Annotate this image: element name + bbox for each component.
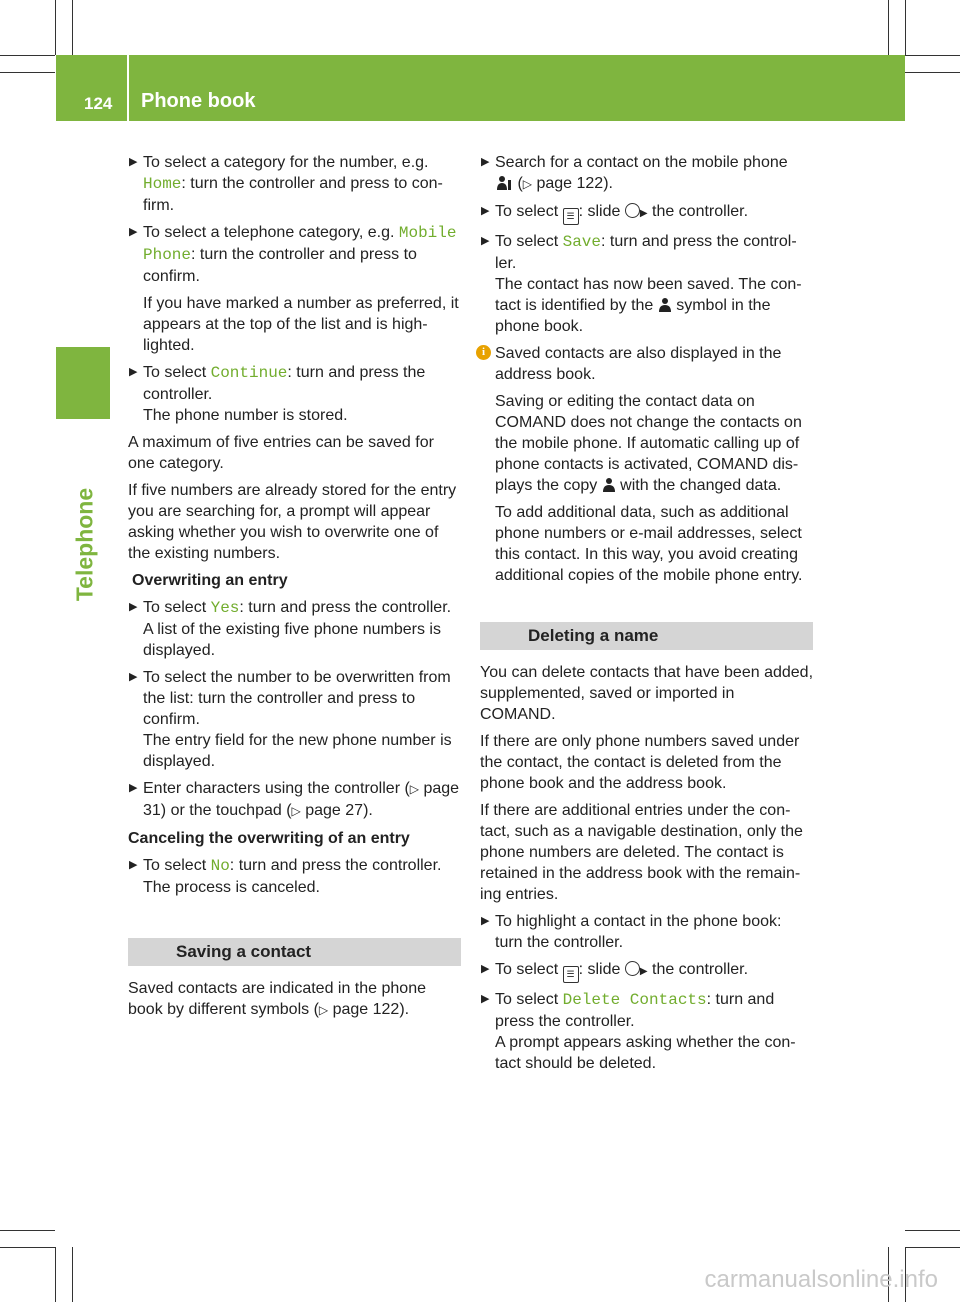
section-heading: Saving a contact	[128, 938, 461, 966]
arrow-icon: ▶	[129, 671, 138, 683]
controller-icon	[625, 203, 640, 218]
page-number: 124	[84, 94, 113, 113]
menu-item-yes: Yes	[210, 599, 240, 617]
step-note: If you have marked a number as preferred, it appears at the top of the list and is high-lighted.	[143, 295, 459, 354]
step-item: ▶ To select Yes: turn and press the controller. A list of the existing five phone numbers is displayed.	[129, 599, 452, 659]
arrow-icon: ▶	[129, 366, 138, 378]
arrow-icon: ▶	[129, 859, 138, 871]
crop-mark	[0, 1247, 55, 1248]
options-button-icon: ☰	[563, 208, 579, 225]
page-ref-icon: ▷	[318, 1003, 329, 1017]
page-ref-icon: ▷	[409, 782, 420, 796]
crop-mark	[0, 55, 55, 56]
right-column	[480, 152, 813, 1080]
crop-mark	[72, 0, 73, 55]
crop-mark	[72, 1247, 73, 1302]
step-item: ▶ To select a telephone category, e.g. Mobile Phone: turn the controller and press to confirm.	[129, 224, 457, 285]
paragraph: If there are only phone numbers saved under the contact, the contact is deleted from the phone book and the address book.	[480, 733, 800, 792]
header-divider	[127, 55, 129, 121]
step-item: ▶ To select ☰ : slide ▶ the controller.	[480, 959, 813, 983]
saved-contact-icon	[658, 297, 672, 313]
paragraph: Saved contacts are indicated in the phone book by different symbols (▷ page 122).	[128, 980, 426, 1018]
arrow-icon: ▶	[129, 782, 138, 794]
menu-item-mobile-phone: Mobile Phone	[143, 224, 457, 264]
page-ref: page 31	[143, 780, 460, 819]
arrow-icon: ▶	[129, 226, 138, 238]
step-item: ▶ To select Delete Contacts: turn and press the controller. A prompt appears asking whether the con-tact should be deleted.	[481, 991, 796, 1072]
step-note: The entry field for the new phone number is displayed.	[143, 732, 452, 770]
arrow-right-icon: ▶	[639, 966, 648, 977]
step-item: ▶ Enter characters using the controller (▷ page 31) or the touchpad (▷ page 27).	[129, 780, 460, 819]
step-item: ▶ To highlight a contact in the phone book: turn the controller.	[481, 913, 782, 951]
mobile-contact-icon	[495, 175, 513, 191]
arrow-icon: ▶	[481, 915, 490, 927]
subheading: Canceling the overwriting of an entry	[128, 830, 410, 847]
paragraph: You can delete contacts that have been added, supplemented, saved or imported in COMAND.	[480, 664, 814, 723]
page-ref: page 122	[536, 175, 604, 192]
menu-item-continue: Continue	[210, 364, 288, 382]
step-item: ▶ To select No: turn and press the controller. The process is canceled.	[129, 857, 442, 896]
crop-mark	[55, 0, 56, 55]
info-note: i Saved contacts are also displayed in the address book. Saving or editing the contact data on COMAND does not change the contacts on the mobile phone. If automatic calling up of phone contacts is activated, COMAND dis-plays the copy with the changed data. To add additional data, such as additional phone numbers or e-mail addresses, select this contact. In this way, you avoid creating additional copies of the mobile phone entry.	[480, 343, 813, 586]
options-button-icon: ☰	[563, 966, 579, 983]
step-note: A list of the existing five phone numbers is displayed.	[143, 621, 441, 659]
info-icon: i	[476, 345, 491, 360]
menu-item-delete-contacts: Delete Contacts	[562, 991, 707, 1009]
section-heading: Deleting a name	[480, 622, 813, 650]
step-item: ▶ To select a category for the number, e.g. Home: turn the controller and press to con-firm.	[129, 154, 443, 214]
crop-mark	[905, 1247, 960, 1248]
crop-mark	[55, 1247, 56, 1302]
arrow-icon: ▶	[129, 601, 138, 613]
page-ref: page 122	[332, 1001, 400, 1018]
crop-mark	[888, 0, 889, 55]
arrow-icon: ▶	[481, 235, 490, 247]
step-item: ▶ To select ☰ : slide ▶ the controller.	[480, 201, 813, 225]
page-ref: page 27	[305, 802, 364, 819]
watermark: carmanualsonline.info	[704, 1266, 938, 1293]
menu-item-save: Save	[562, 233, 601, 251]
menu-item-home: Home	[143, 175, 182, 193]
crop-mark	[0, 72, 55, 73]
step-note: The phone number is stored.	[143, 407, 348, 424]
step-item: ▶ Search for a contact on the mobile phone (▷ page 122).	[481, 154, 788, 192]
step-note: A prompt appears asking whether the con-tact should be deleted.	[495, 1034, 796, 1072]
page-ref-icon: ▷	[522, 177, 533, 191]
left-column	[128, 152, 461, 1027]
subheading: Overwriting an entry	[132, 572, 288, 589]
controller-icon	[625, 961, 640, 976]
page-title: Phone book	[141, 90, 256, 112]
arrow-icon: ▶	[481, 156, 490, 168]
paragraph: If there are additional entries under the con-tact, such as a navigable destination, only the phone numbers are deleted. The contact is retained in the address book with the remain-ing entries.	[480, 802, 803, 903]
crop-mark	[0, 1230, 55, 1231]
arrow-right-icon: ▶	[639, 208, 648, 219]
arrow-icon: ▶	[481, 993, 490, 1005]
menu-item-no: No	[210, 857, 230, 875]
step-note: The process is canceled.	[143, 879, 320, 896]
arrow-icon: ▶	[481, 205, 490, 217]
crop-mark	[905, 1230, 960, 1231]
crop-mark	[905, 72, 960, 73]
crop-mark	[905, 0, 906, 55]
step-item: ▶ To select the number to be overwritten from the list: turn the controller and press to confirm. The entry field for the new phone number is displayed.	[129, 669, 452, 770]
page-ref-icon: ▷	[291, 804, 301, 818]
arrow-icon: ▶	[481, 963, 490, 975]
chapter-tab	[56, 347, 110, 419]
crop-mark	[905, 55, 960, 56]
step-item: ▶ To select Continue: turn and press the controller. The phone number is stored.	[129, 364, 426, 424]
paragraph: A maximum of five entries can be saved for one category.	[128, 434, 434, 472]
arrow-icon: ▶	[129, 156, 138, 168]
copy-contact-icon	[602, 477, 616, 493]
paragraph: If five numbers are already stored for the entry you are searching for, a prompt will appear asking whether you wish to overwrite one of the existing numbers.	[128, 482, 457, 562]
step-item: ▶ To select Save: turn and press the control-ler. The contact has now been saved. The con-tact is identified by the symbol in the phone book.	[481, 233, 802, 335]
